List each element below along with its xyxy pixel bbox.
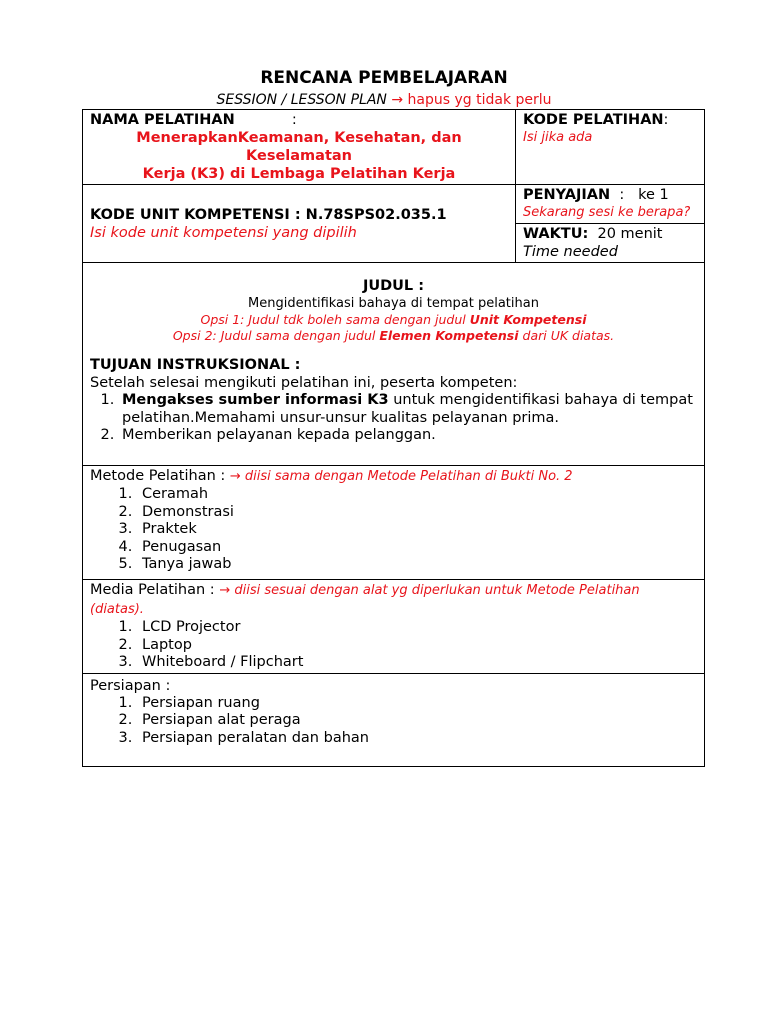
kode-unit-label: KODE UNIT KOMPETENSI : N.78SPS02.035.1 [90,206,447,223]
metode-note: → diisi sama dengan Metode Pelatihan di Bukti No. 2 [229,469,573,484]
waktu-cell [516,224,705,263]
document-title: RENCANA PEMBELAJARAN [260,68,508,88]
metode-label: Metode Pelatihan : [90,468,226,484]
list-item: 3. Persiapan peralatan dan bahan [137,730,697,748]
judul-tujuan-cell [83,263,705,466]
document-subtitle [0,92,768,108]
kode-pelatihan-label: KODE PELATIHAN [523,112,664,128]
persiapan-label: Persiapan : [90,677,171,694]
subtitle-note: hapus yg tidak perlu [407,92,552,108]
judul-value: Mengidentifikasi bahaya di tempat pelatihan [248,296,539,311]
opsi1-text: Opsi 1: Judul tdk boleh sama dengan judul [200,312,470,327]
waktu-label: WAKTU: [523,226,589,242]
list-item: 1. Persiapan ruang [137,695,697,713]
kode-pelatihan-hint: Isi jika ada [523,130,593,145]
list-item: 4. Penugasan [137,539,697,557]
tujuan-item-2: 2. Memberikan pelayanan kepada pelanggan. [119,427,697,445]
opsi2-text: Opsi 2: Judul sama dengan judul [172,328,380,343]
waktu-value: 20 menit [597,226,663,242]
metode-cell [83,466,705,580]
judul-label: JUDUL : [362,278,425,294]
penyajian-hint: Sekarang sesi ke berapa? [523,205,691,220]
tujuan-list [90,392,697,445]
judul-opsi-2 [90,328,697,344]
tujuan-intro: Setelah selesai mengikuti pelatihan ini, peserta kompeten: [90,375,518,391]
nama-pelatihan-label: NAMA PELATIHAN [90,112,235,128]
nama-pelatihan-cell [83,110,516,185]
list-item: 1. Ceramah [137,486,697,504]
list-item: 5. Tanya jawab [137,556,697,574]
nama-pelatihan-line1: MenerapkanKeamanan, Kesehatan, dan Keselamatan [136,130,462,164]
kode-pelatihan-cell [516,110,705,185]
kode-unit-hint: Isi kode unit kompetensi yang dipilih [90,224,357,241]
waktu-hint: Time needed [523,244,618,260]
tujuan-item-1-rest: untuk mengidentifikasi bahaya di tempat pelatihan.Memahami unsur-unsur kualitas pelayanan prima. [122,392,693,426]
list-item: 2. Demonstrasi [137,504,697,522]
subtitle-text: SESSION / LESSON PLAN [216,92,387,108]
list-item: 3. Whiteboard / Flipchart [137,654,697,672]
opsi2-bold: Elemen Kompetensi [379,328,519,343]
nama-pelatihan-line2: Kerja (K3) di Lembaga Pelatihan Kerja [142,166,456,182]
penyajian-label: PENYAJIAN [523,187,611,203]
tujuan-label: TUJUAN INSTRUKSIONAL : [90,357,301,373]
kode-pelatihan-colon: : [663,112,669,128]
tujuan-item-1-bold: Mengakses sumber informasi K3 [122,392,389,408]
nama-pelatihan-value [90,129,508,183]
media-cell [83,580,705,674]
tujuan-item-1 [119,392,697,427]
penyajian-value: ke 1 [638,187,669,203]
nama-pelatihan-colon: : [291,112,297,128]
list-item: 2. Laptop [137,637,697,655]
opsi2-suffix: dari UK diatas. [518,328,615,343]
media-list [90,619,697,672]
media-label: Media Pelatihan : [90,582,215,598]
lesson-plan-table [82,109,705,767]
persiapan-list [90,695,697,748]
subtitle-arrow: → [391,92,404,108]
penyajian-cell [516,185,705,224]
penyajian-colon: : [619,187,625,203]
list-item: 2. Persiapan alat peraga [137,712,697,730]
judul-opsi-1 [90,312,697,328]
list-item: 3. Praktek [137,521,697,539]
kode-unit-cell [83,185,516,263]
opsi1-bold: Unit Kompetensi [469,312,587,327]
list-item: 1. LCD Projector [137,619,697,637]
metode-list [90,486,697,574]
persiapan-cell [83,673,705,766]
media-note: → diisi sesuai dengan alat yg diperlukan untuk Metode Pelatihan (diatas). [90,583,640,617]
